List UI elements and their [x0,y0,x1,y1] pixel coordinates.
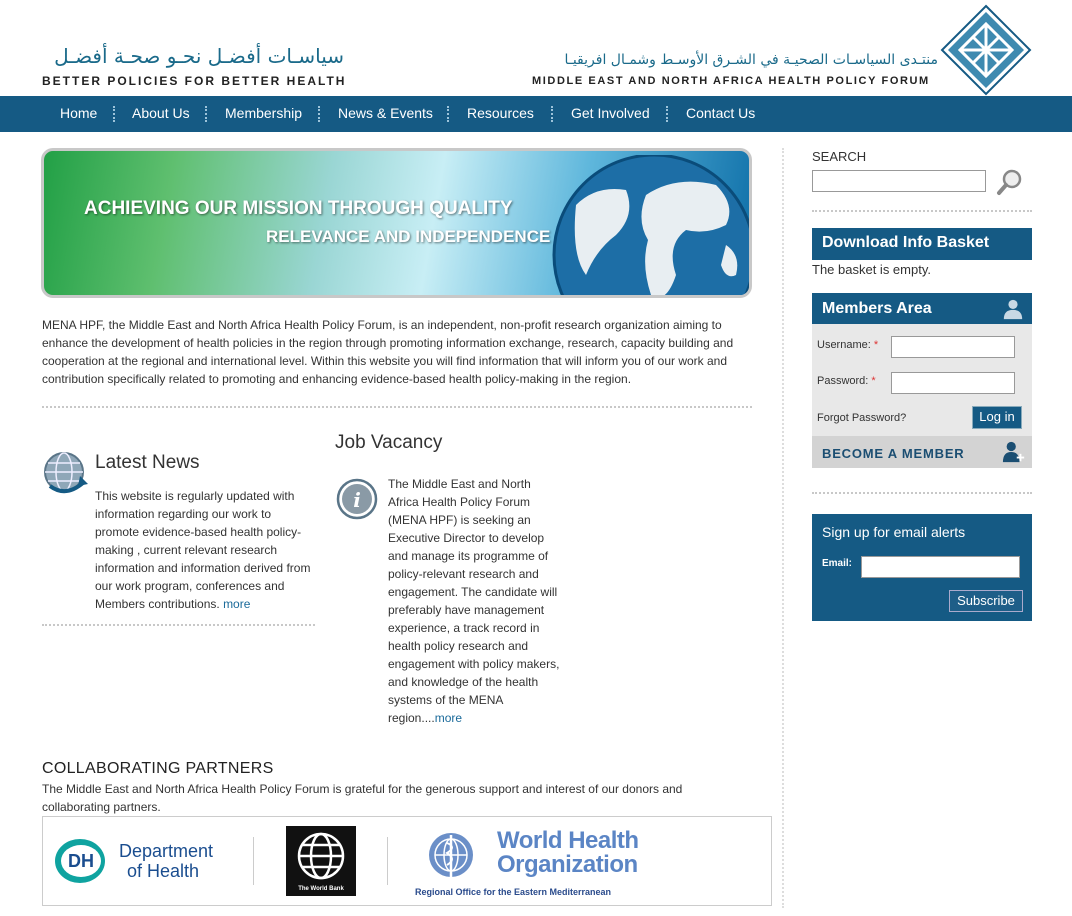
divider [812,492,1032,494]
who-line2: Organization [497,851,638,878]
site-header [0,0,1072,96]
info-icon [336,478,378,520]
job-vacancy-text [388,475,560,727]
intro-paragraph: MENA HPF, the Middle East and North Africa Health Policy Forum, is an independent, non-profit research organization aiming to enhance the development of health policies in the region through promoting information exchange, research, capacity building and cooperation at the regional and international level. Within this website you will find information that will inform you of our work and contribution specifically related to promoting and enhancing evidence-based health policy-making in the region. [42,318,734,386]
tagline-english: BETTER POLICIES FOR BETTER HEALTH [42,74,347,88]
nav-separator [113,106,115,122]
become-member-button[interactable] [812,436,1032,468]
banner-headline: ACHIEVING OUR MISSION THROUGH QUALITY [84,198,513,219]
globe-image [536,155,752,298]
email-label: Email: [822,558,853,569]
members-area-header [812,293,1032,324]
svg-text:i: i [353,488,361,512]
world-bank-label: The World Bank [298,886,344,892]
login-button[interactable]: Log in [972,406,1022,429]
divider [812,210,1032,212]
nav-contact-us[interactable]: Contact Us [686,105,756,121]
nav-home[interactable]: Home [60,105,98,121]
nav-separator [447,106,449,122]
dh-logo[interactable] [55,837,225,887]
hero-banner [41,148,752,298]
add-user-icon [1002,440,1026,464]
nav-resources[interactable]: Resources [467,105,534,121]
main-nav [0,96,1072,132]
partners-title: COLLABORATING PARTNERS [42,760,274,777]
nav-separator [551,106,553,122]
divider [42,624,315,626]
partners-text: The Middle East and North Africa Health Policy Forum is grateful for the generous support and interest of our donors and collaborating partners. [42,782,683,814]
required-mark: * [873,339,879,351]
search-label: SEARCH [812,149,867,164]
nav-get-involved[interactable]: Get Involved [571,105,650,121]
nav-news-events[interactable]: News & Events [338,105,433,121]
partner-separator [253,837,254,885]
job-vacancy-more-link[interactable]: more [434,711,463,725]
become-member-label: BECOME A MEMBER [822,446,965,461]
nav-membership[interactable]: Membership [225,105,303,121]
who-line1: World Health [497,827,639,854]
nav-separator [666,106,668,122]
nav-separator [205,106,207,122]
divider [42,406,752,408]
who-emblem-icon [421,829,481,885]
tagline-arabic: سياسـات أفضـل نحـو صحـة أفضـل [54,44,344,68]
latest-news-body: This website is regularly updated with information regarding our work to promote evidence-based health policy-making , current relevant research information and information derived from our work program, conferences and Members contributions. [95,489,311,611]
sidebar-divider [782,148,784,908]
email-field[interactable] [861,556,1020,578]
world-bank-logo[interactable] [286,826,356,896]
members-area-title: Members Area [822,300,932,317]
latest-news-title: Latest News [95,452,200,473]
email-alerts-panel [812,514,1032,621]
who-subtitle: Regional Office for the Eastern Mediterranean [415,887,612,897]
username-label-text: Username: [817,339,871,351]
download-basket-header[interactable]: Download Info Basket [812,228,1032,260]
nav-separator [318,106,320,122]
email-alerts-title: Sign up for email alerts [822,524,966,540]
dh-logo-abbr: DH [61,845,101,877]
org-name-arabic: منتـدى السياسـات الصحيـة في الشـرق الأوسـط وشمـال افريقيـا [564,52,938,68]
latest-news-more-link[interactable]: more [223,597,251,611]
job-vacancy-title: Job Vacancy [335,432,443,453]
password-field[interactable] [891,372,1015,394]
nav-about-us[interactable]: About Us [132,105,190,121]
partner-separator [387,837,388,885]
who-logo[interactable] [415,825,645,901]
forgot-password-link[interactable]: Forgot Password? [817,412,907,424]
user-icon [1002,298,1024,320]
subscribe-button[interactable]: Subscribe [949,590,1023,612]
job-vacancy-body: The Middle East and North Africa Health Policy Forum (MENA HPF) is seeking an Executive Director to develop and manage its programme of policy-relevant research and engagement. The candidate will preferably have management experience, a track record in health policy research and engagement with policy makers, and knowledge of the health systems of the MENA region.... [388,477,560,725]
basket-status: The basket is empty. [812,262,931,277]
dh-logo-line2: of Health [127,861,200,881]
partners-logos [42,816,772,906]
required-mark: * [871,375,876,387]
banner-subheadline: RELEVANCE AND INDEPENDENCE [266,227,551,246]
search-icon[interactable] [996,168,1024,196]
globe-refresh-icon [42,450,88,494]
username-field[interactable] [891,336,1015,358]
search-input[interactable] [812,170,986,192]
username-label [817,339,878,351]
password-label [817,375,876,387]
dh-logo-line1: Department [119,841,214,861]
org-name-english: MIDDLE EAST AND NORTH AFRICA HEALTH POLICY FORUM [532,75,930,87]
latest-news-text [95,487,317,613]
password-label-text: Password: [817,375,869,387]
